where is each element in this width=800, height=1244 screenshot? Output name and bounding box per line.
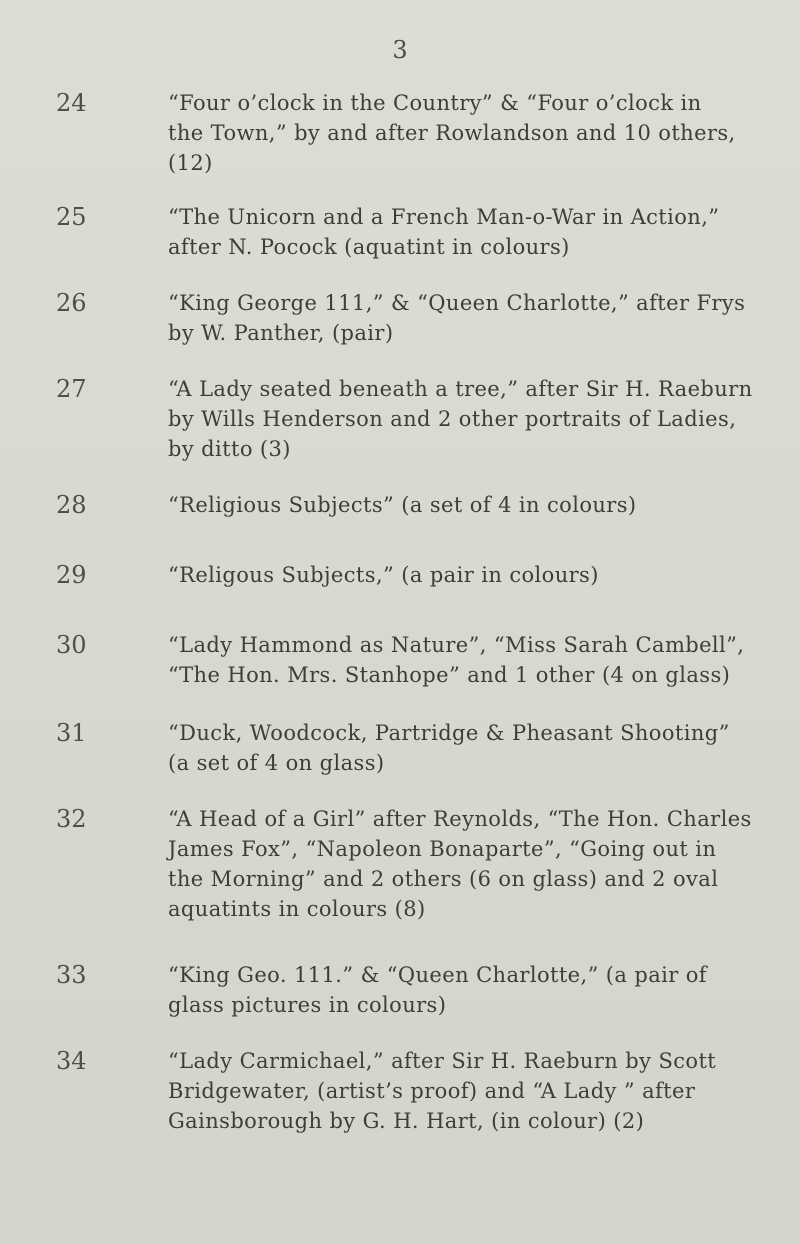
lot-number: 27: [56, 375, 87, 403]
lot-number: 28: [56, 491, 87, 519]
lot-number: 30: [56, 631, 87, 659]
lot-description: “King Geo. 111.” & “Queen Charlotte,” (a pair of glass pictures in colours): [168, 963, 707, 1017]
lot-number: 33: [56, 961, 87, 989]
lot-number: 32: [56, 805, 87, 833]
lot-number: 34: [56, 1047, 87, 1075]
lot-description: “King George 111,” & “Queen Charlotte,” after Frys by W. Panther, (pair): [168, 291, 746, 345]
lot-number: 25: [56, 203, 87, 231]
lot-description: “A Head of a Girl” after Reynolds, “The Hon. Charles James Fox”, “Napoleon Bonaparte”, “Going out in the Morning” and 2 others (6 on glass) and 2 oval aquatints in colours (8): [168, 807, 752, 921]
lot-description: “Duck, Woodcock, Partridge & Pheasant Shooting” (a set of 4 on glass): [168, 721, 730, 775]
lot-description: “Four o’clock in the Country” & “Four o’clock in the Town,” by and after Rowlandson and 10 others, (12): [168, 91, 736, 175]
lot-description: “Religious Subjects” (a set of 4 in colours): [168, 493, 637, 517]
lot-description: “Lady Hammond as Nature”, “Miss Sarah Cambell”, “The Hon. Mrs. Stanhope” and 1 other (4 on glass): [168, 633, 745, 687]
lot-description: “Religous Subjects,” (a pair in colours): [168, 563, 599, 587]
lot-number: 26: [56, 289, 87, 317]
lot-description: “Lady Carmichael,” after Sir H. Raeburn by Scott Bridgewater, (artist’s proof) and “A Lady ” after Gainsborough by G. H. Hart, (in colour) (2): [168, 1049, 717, 1133]
lot-description: “A Lady seated beneath a tree,” after Sir H. Raeburn by Wills Henderson and 2 other portraits of Ladies, by ditto (3): [168, 377, 753, 461]
lot-description: “The Unicorn and a French Man-o-War in Action,” after N. Pocock (aquatint in colours): [168, 205, 720, 259]
lot-number: 24: [56, 89, 87, 117]
page-number: 3: [392, 36, 408, 64]
lot-number: 29: [56, 561, 87, 589]
lot-number: 31: [56, 719, 87, 747]
